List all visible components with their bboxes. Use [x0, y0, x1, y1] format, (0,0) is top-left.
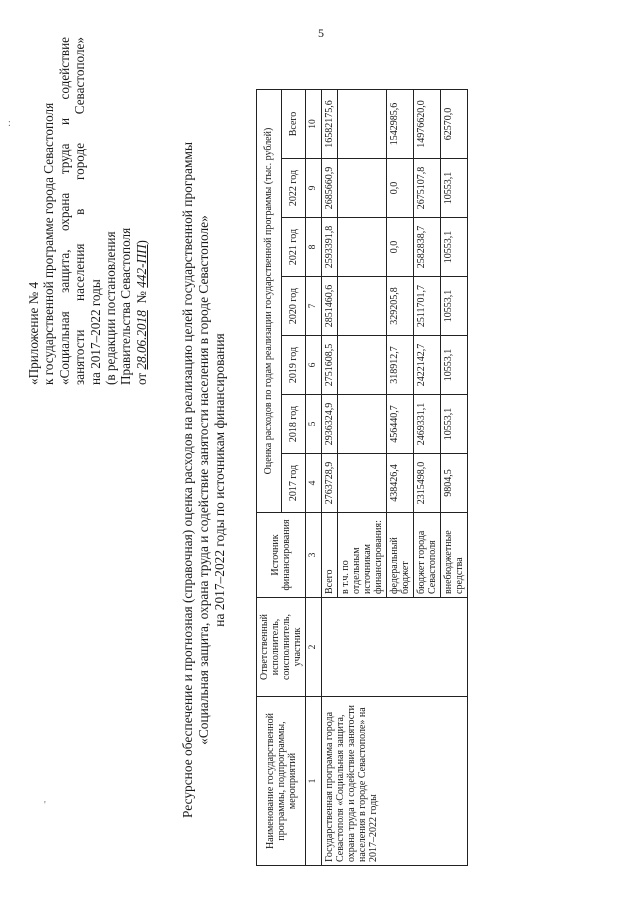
value-cell	[338, 336, 387, 395]
header-year: 2018 год	[281, 395, 306, 454]
value-cell	[338, 218, 387, 277]
header-year: 2020 год	[281, 277, 306, 336]
column-number: 3	[306, 513, 322, 598]
column-number: 1	[306, 697, 322, 866]
source-cell: внебюджетные средства	[441, 513, 468, 598]
program-name-cell: Государственная программа города Севастополя «Социальная защита, охрана труда и содействие занятости населения в городе Севастополе» на 2017–2022 годы	[322, 697, 468, 866]
header-estimate: Оценка расходов по годам реализации государственной программы (тыс. рублей)	[257, 90, 282, 513]
value-cell	[338, 395, 387, 454]
header-total: Всего	[281, 90, 306, 159]
resolution-date: 28.06.2018	[133, 310, 149, 370]
value-cell: 14976620,0	[414, 90, 441, 159]
value-cell: 329205,8	[387, 277, 414, 336]
number-label: №	[133, 290, 149, 304]
header-year: 2017 год	[281, 454, 306, 513]
value-cell: 2582838,7	[414, 218, 441, 277]
value-cell: 2675107,8	[414, 159, 441, 218]
column-number: 6	[306, 336, 322, 395]
source-cell: в т.ч. по отдельным источникам финансирования:	[338, 513, 387, 598]
header-source: Источник финансирования	[257, 513, 306, 598]
page-number: 5	[318, 26, 324, 40]
value-cell: 2315498,0	[414, 454, 441, 513]
value-cell: 318912,7	[387, 336, 414, 395]
appendix-line: (в редакции постановления	[103, 231, 119, 385]
executor-cell	[322, 598, 468, 697]
financing-table	[256, 89, 468, 866]
value-cell	[338, 159, 387, 218]
rotated-document-body	[20, 20, 610, 880]
value-cell	[338, 454, 387, 513]
document-title	[180, 80, 228, 880]
appendix-line: «Приложение № 4	[26, 281, 41, 385]
table-row	[322, 90, 338, 866]
scan-mark: '	[44, 800, 46, 811]
appendix-line: к государственной программе города Севастополя	[41, 102, 57, 385]
title-line-3: на 2017–2022 годы по источникам финансирования	[212, 333, 227, 627]
appendix-line: «Социальная защита, охрана труда и содействие	[56, 37, 72, 385]
column-number: 10	[306, 90, 322, 159]
column-number: 9	[306, 159, 322, 218]
value-cell: 10553,1	[441, 159, 468, 218]
source-cell: Всего	[322, 513, 338, 598]
value-cell: 2851460,6	[322, 277, 338, 336]
value-cell	[338, 90, 387, 159]
closing-paren: )	[133, 240, 149, 245]
value-cell: 2763728,9	[322, 454, 338, 513]
appendix-date-line	[134, 25, 149, 385]
value-cell: 438426,4	[387, 454, 414, 513]
appendix-block	[26, 25, 149, 385]
column-number: 4	[306, 454, 322, 513]
value-cell: 2593391,8	[322, 218, 338, 277]
column-number: 5	[306, 395, 322, 454]
header-year: 2021 год	[281, 218, 306, 277]
value-cell	[338, 277, 387, 336]
column-number: 8	[306, 218, 322, 277]
value-cell: 2422142,7	[414, 336, 441, 395]
header-year: 2019 год	[281, 336, 306, 395]
value-cell: 10553,1	[441, 395, 468, 454]
value-cell: 16582175,6	[322, 90, 338, 159]
value-cell: 0,0	[387, 159, 414, 218]
value-cell: 62570,0	[441, 90, 468, 159]
title-line-1: Ресурсное обеспечение и прогнозная (справочная) оценка расходов на реализацию целей государственной программы	[180, 142, 195, 818]
value-cell: 1542985,6	[387, 90, 414, 159]
value-cell: 2685660,9	[322, 159, 338, 218]
column-number: 7	[306, 277, 322, 336]
scan-mark: :	[8, 118, 11, 129]
appendix-line: на 2017–2022 годы	[87, 279, 103, 385]
title-line-2: «Социальная защита, охрана труда и содействие занятости населения в городе Севастополе»	[196, 215, 211, 745]
source-cell: федеральный бюджет	[387, 513, 414, 598]
value-cell: 10553,1	[441, 277, 468, 336]
value-cell: 0,0	[387, 218, 414, 277]
appendix-line: занятости населения в городе Севастополе»	[72, 37, 88, 385]
column-number-row	[306, 90, 322, 866]
header-program-name: Наименование государственной программы, подпрограммы, мероприятий	[257, 697, 306, 866]
value-cell: 10553,1	[441, 218, 468, 277]
value-cell: 2511701,7	[414, 277, 441, 336]
header-executor: Ответственный исполнитель, соисполнитель, участник	[257, 598, 306, 697]
value-cell: 10553,1	[441, 336, 468, 395]
date-prefix: от	[133, 372, 149, 385]
source-cell: бюджет города Севастополя	[414, 513, 441, 598]
value-cell: 9804,5	[441, 454, 468, 513]
value-cell: 456440,7	[387, 395, 414, 454]
value-cell: 2751608,5	[322, 336, 338, 395]
appendix-line: Правительства Севастополя	[118, 227, 134, 385]
resolution-number: 442-ПП	[133, 244, 149, 288]
value-cell: 2469331,1	[414, 395, 441, 454]
header-year: 2022 год	[281, 159, 306, 218]
value-cell: 2936324,9	[322, 395, 338, 454]
column-number: 2	[306, 598, 322, 697]
